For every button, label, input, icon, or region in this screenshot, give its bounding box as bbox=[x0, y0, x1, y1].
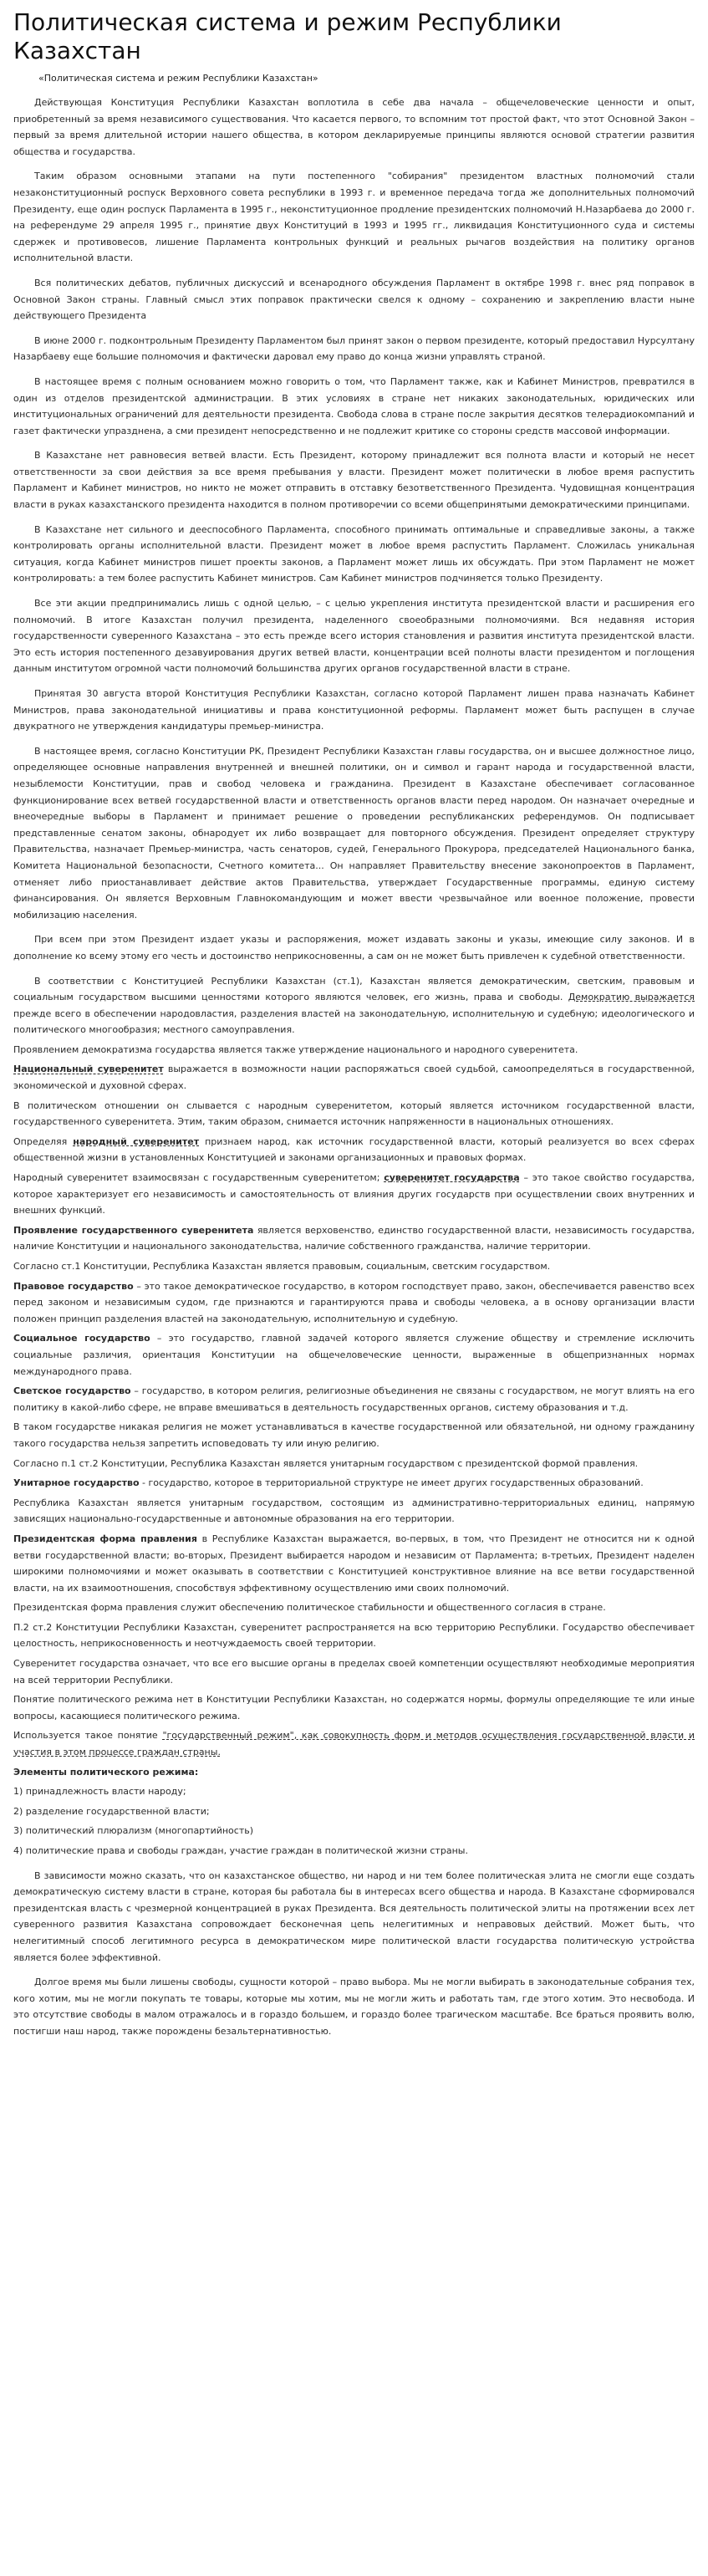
paragraph-2: Таким образом основными этапами на пути постепенного "собирания" президентом властных полномочий стали незаконституционный роспуск Верховного совета республики в 1993 г. и временное передача тогда же дополнительных полномочий Президенту, еще один роспуск Парламента в 1995 г., неконституционное продление президентских полномочий Н.Назарбаева до 2000 г. на референдуме 29 апреля 1995 г., принятие двух Конституций в 1993 и 1995 гг., ликвидация Конституционного суда и системы сдержек и противовесов, лишение Парламента контрольных функций и реальных рычагов воздействия на политику органов исполнительной власти. bbox=[13, 171, 695, 264]
paragraph-16 bbox=[13, 1134, 695, 1166]
paragraph-29: П.2 ст.2 Конституции Республики Казахстан, суверенитет распространяется на всю территорию Республики. Государство обеспечивает целостность, неприкосновенность и неотчуждаемость своей территории. bbox=[13, 1621, 695, 1650]
term-unitary-state: Унитарное государство bbox=[13, 1477, 140, 1489]
paragraph-27 bbox=[13, 1531, 695, 1596]
list-item: 3) политический плюрализм (многопартийность) bbox=[13, 1825, 254, 1837]
paragraph-9: Принятая 30 августа второй Конституция Республики Казахстан, согласно которой Парламент лишен права назначать Кабинет Министров, права законодательной инициативы и права конституционной реформы. Парламент может быть распущен в случае двукратного не утверждения кандидатуры премьер-министра. bbox=[13, 688, 695, 732]
paragraph-5: В настоящее время с полным основанием можно говорить о том, что Парламент также, как и Кабинет Министров, превратился в один из отделов президентской администрации. В этих условиях в стране нет никаких законодательных, юридических или институциональных ограничений для деятельности президента. Свобода слова в стране после закрытия десятков телерадиокомпаний и газет фактически упразднена, а сми президент непосредственно и не подлежит критике со стороны средств массовой информации. bbox=[13, 375, 695, 436]
paragraph-22-text: – государство, в котором религия, религиозные объединения не связаны с государством, не могут влиять на его политику в какой-либо сфере, не вправе вмешиваться в деятельность государственных органов, систему образования и т.д. bbox=[13, 1385, 695, 1413]
paragraph-34: В зависимости можно сказать, что он казахстанское общество, ни народ и ни тем более политическая элита не смогли еще создать демократическую систему власти в стране, которая бы работала бы в интересах всего общества и народа. В Казахстане сформировался президентская власть с чрезмерной концентрацией в руках Президента. Вся деятельность политической элиты на протяжении всех лет суверенного развития Казахстана сопровождает бесконечная цепь нелегитимных и неправовых действий. Может быть, что нелегитимный способ легитимного ресурса в демократическом мире политической власти государства политическую устройства является более эффективной. bbox=[13, 1870, 695, 1963]
paragraph-32-underlined: "государственный режим", как совокупность форм и методов осуществления государственной власти и участия в этом процессе граждан страны. bbox=[13, 1730, 695, 1758]
paragraph-16-text-b: признаем народ, как источник государственной власти, который реализуется во всех сферах общественной жизни в установленных Конституцией и законами организационных и правовых формах. bbox=[13, 1135, 695, 1164]
term-state-sovereignty: суверенитет государства bbox=[384, 1172, 520, 1184]
page-title: Политическая система и режим Республики Казахстан bbox=[13, 8, 562, 64]
paragraph-12-text-b: прежде всего в обеспечении народовластия, разделения властей на законодательную, исполнительную и судебную; идеологического и политического многообразия; местного самоуправления. bbox=[13, 1007, 695, 1036]
paragraph-20-text: – это такое демократическое государство, в котором господствует право, закон, обеспечивается равенство всех перед законом и независимым судом, где признаются и гарантируются права и свободы человека, а в основу организации власти положен принцип разделения властей на законодательную, исполнительную и судебную. bbox=[13, 1280, 695, 1324]
term-legal-state: Правовое государство bbox=[13, 1280, 134, 1292]
paragraph-19: Согласно ст.1 Конституции, Республика Казахстан является правовым, социальным, светским государством. bbox=[13, 1261, 551, 1272]
paragraph-23: В таком государстве никакая религия не может устанавливаться в качестве государственной или обязательной, ни одному гражданину такого государства нельзя запретить исповедовать ту или иную религию. bbox=[13, 1421, 695, 1449]
paragraph-12-underlined: Демократию выражается bbox=[568, 992, 695, 1003]
term-presidential-form: Президентская форма правления bbox=[13, 1533, 197, 1544]
term-national-sovereignty: Национальный суверенитет bbox=[13, 1064, 164, 1075]
term-people-sovereignty: народный суверенитет bbox=[73, 1135, 200, 1147]
paragraph-28: Президентская форма правления служит обеспечению политическое стабильности и общественного согласия в стране. bbox=[13, 1602, 606, 1614]
paragraph-32-text-a: Используется такое понятие bbox=[13, 1730, 158, 1742]
paragraph-35: Долгое время мы были лишены свободы, сущности которой – право выбора. Мы не могли выбирать в законодательные собрания тех, кого хотим, мы не могли покупать те товары, которые мы хотим, мы не могли жить и работать там, где этого хотим. Это несвобода. И это отсутствие свободы в малом отражалось и в гораздо большем, и гораздо более трагическом масштабе. Все браться проявить волю, постигши наш народ, также порождены безальтернативностью. bbox=[13, 1977, 695, 2037]
paragraph-18-text: является верховенство, единство государственной власти, независимость государства, наличие Конституции и национального законодательства, наличие собственного гражданства, наличие территории. bbox=[13, 1224, 695, 1252]
list-item: 4) политические права и свободы граждан, участие граждан в политической жизни страны. bbox=[13, 1845, 468, 1856]
paragraph-12-text-a: В соответствии с Конституцией Республики Казахстан (ст.1), Казахстан является демократическим, светским, правовым и социальным государством высшими ценностями которого являются человек, его жизнь, права и свободы. bbox=[13, 975, 695, 1003]
paragraph-18 bbox=[13, 1222, 695, 1255]
paragraph-7: В Казахстане нет сильного и дееспособного Парламента, способного принимать оптимальные и справедливые законы, а также контролировать органы исполнительной власти. Президент может в любое время распустить Парламент. Сложилась уникальная ситуация, когда Кабинет министров пишет проекты законов, а Парламент может лишь их обсуждать. При этом Парламент не может контролировать: а тем более распустить Кабинет министров. Сам Кабинет министров подчиняется только Президенту. bbox=[13, 523, 695, 584]
paragraph-15: В политическом отношении он слывается с народным суверенитетом, который является источником государственной власти, государственного суверенитета. Этим, таким образом, снимается источник напряженности в национальных отношениях. bbox=[13, 1099, 695, 1128]
paragraph-20 bbox=[13, 1278, 695, 1328]
paragraph-25-text: - государство, которое в территориальной структуре не имеет других государственных образований. bbox=[142, 1477, 644, 1489]
list-item: 2) разделение государственной власти; bbox=[13, 1805, 210, 1817]
paragraph-17-text-b: – это такое свойство государства, которое характеризует его независимость и самостоятельность от влияния других государств при осуществлении своих внутренних и внешних функций. bbox=[13, 1172, 695, 1217]
paragraph-14 bbox=[13, 1061, 695, 1094]
paragraph-17-text-a: Народный суверенитет взаимосвязан с государственным суверенитетом; bbox=[13, 1172, 380, 1184]
paragraph-32 bbox=[13, 1727, 695, 1760]
paragraph-17 bbox=[13, 1170, 695, 1219]
paragraph-27-text: в Республике Казахстан выражается, во-первых, в том, что Президент не относится ни к одной ветви государственной власти; во-вторых, Президент выбирается народом и независим от Парламента; в-третьих, Президент наделен широкими полномочиями и может оказывать в соответствии с Конституцией конструктивное влияние на все ветви государственной власти, на их взаимоотношения, способствуя эффективному осуществлению ими своих полномочий. bbox=[13, 1533, 695, 1594]
paragraph-16-text-a: Определяя bbox=[13, 1135, 68, 1147]
paragraph-10: В настоящее время, согласно Конституции РК, Президент Республики Казахстан главы государства, он и высшее должностное лицо, определяющее основные направления внутренней и внешней политики, он и символ и гарант народа и государственной власти, незыблемости Конституции, прав и свобод человека и гражданина. Президент в Казахстане обеспечивает согласованное функционирование всех ветвей государственной власти и ответственность органов власти перед народом. Он назначает очередные и внеочередные выборы в Парламент и принимает решение о проведении республиканских референдумов. Он подписывает представленные сенатом законы, обнародует их либо возвращает для повторного обсуждения. Президент определяет структуру Правительства, назначает Премьер-министра, часть сенаторов, судей, Генерального Прокурора, председателей Национального банка, Комитета Национальной безопасности, Счетного комитета... Он направляет Правительству внесение законопроектов в Парламент, отменяет либо приостанавливает действие актов Правительства, утверждает Государственные программы, единую систему финансирования. Он является Верховным Главнокомандующим и может ввести чрезвычайное или военное положение, провести мобилизацию населения. bbox=[13, 745, 695, 921]
paragraph-3: Вся политических дебатов, публичных дискуссий и всенародного обсуждения Парламент в октябре 1998 г. внес ряд поправок в Основной Закон страны. Главный смысл этих поправок практически свелся к одному – сохранению и закреплению власти ныне действующего Президента bbox=[13, 277, 695, 322]
term-sovereignty-manifestation: Проявление государственного суверенитета bbox=[13, 1224, 254, 1236]
term-secular-state: Светское государство bbox=[13, 1385, 131, 1397]
paragraph-21 bbox=[13, 1330, 695, 1380]
paragraph-4: В июне 2000 г. подконтрольным Президенту Парламентом был принят закон о первом президенте, который предоставил Нурсултану Назарбаеву еще большие полномочия и фактически даровал ему право до конца жизни управлять страной. bbox=[13, 334, 695, 363]
list-item: 1) принадлежность власти народу; bbox=[13, 1786, 186, 1798]
paragraph-22 bbox=[13, 1383, 695, 1416]
paragraph-13: Проявлением демократизма государства является также утверждение национального и народного суверенитета. bbox=[13, 1043, 578, 1055]
list-heading: Элементы политического режима: bbox=[13, 1766, 199, 1778]
paragraph-30: Суверенитет государства означает, что все его высшие органы в пределах своей компетенции осуществляют необходимые мероприятия на всей территории Республики. bbox=[13, 1658, 695, 1686]
document-subtitle: «Политическая система и режим Республики Казахстан» bbox=[38, 73, 318, 84]
paragraph-11: При всем при этом Президент издает указы и распоряжения, может издавать законы и указы, имеющие силу законов. И в дополнение ко всему этому его честь и достоинство неприкосновенны, а сам он не может быть привлечен к судебной ответственности. bbox=[13, 934, 695, 962]
paragraph-24: Согласно п.1 ст.2 Конституции, Республика Казахстан является унитарным государством с президентской формой правления. bbox=[13, 1457, 639, 1469]
paragraph-26: Республика Казахстан является унитарным государством, состоящим из административно-территориальных единиц, напрямую зависящих национально-государственные и автономные образования на его территории. bbox=[13, 1497, 695, 1525]
paragraph-21-text: – это государство, главной задачей которого является служение обществу и стремление исключить социальные различия, ориентация Конституции на общечеловеческие ценности, выраженные в общепризнанных нормах международного права. bbox=[13, 1333, 695, 1377]
term-social-state: Социальное государство bbox=[13, 1333, 150, 1344]
paragraph-25 bbox=[13, 1475, 695, 1492]
paragraph-31: Понятие политического режима нет в Конституции Республики Казахстан, но содержатся нормы, формулы определяющие те или иные вопросы, касающиеся политического режима. bbox=[13, 1694, 695, 1722]
paragraph-1: Действующая Конституция Республики Казахстан воплотила в себе два начала – общечеловеческие ценности и опыт, приобретенный за время независимого существования. Что касается первого, то вспомним тот простой факт, что этот Основной Закон – первый за время длительной истории нашего общества, в котором декларируемые принципы являются основой стратегии развития общества и государства. bbox=[13, 97, 695, 157]
paragraph-8: Все эти акции предпринимались лишь с одной целью, – с целью укрепления института президентской власти и расширения его полномочий. В итоге Казахстан получил президента, наделенного своеобразными полномочиями. Вся недавняя история государственности суверенного Казахстана – это есть прежде всего история становления и развития института президентской власти. Это есть история постепенного дезавуирования других ветвей власти, концентрации всей полноты власти президентом и поглощения данным институтом огромной части полномочий большинства других органов государственной власти в стране. bbox=[13, 598, 695, 675]
paragraph-6: В Казахстане нет равновесия ветвей власти. Есть Президент, которому принадлежит вся полнота власти и который не несет ответственности за свои действия за все время пребывания у власти. Президент может политически в любое время распустить Парламент и Кабинет министров, но никто не может отправить в отставку безответственного Президента. Чудовищная концентрация власти в руках казахстанского президента находится в полном противоречии со всеми общепринятыми демократическими принципами. bbox=[13, 450, 695, 511]
paragraph-14-text: выражается в возможности нации распоряжаться своей судьбой, самоопределяться в государственной, экономической и духовной сферах. bbox=[13, 1064, 695, 1092]
paragraph-12 bbox=[13, 973, 695, 1038]
